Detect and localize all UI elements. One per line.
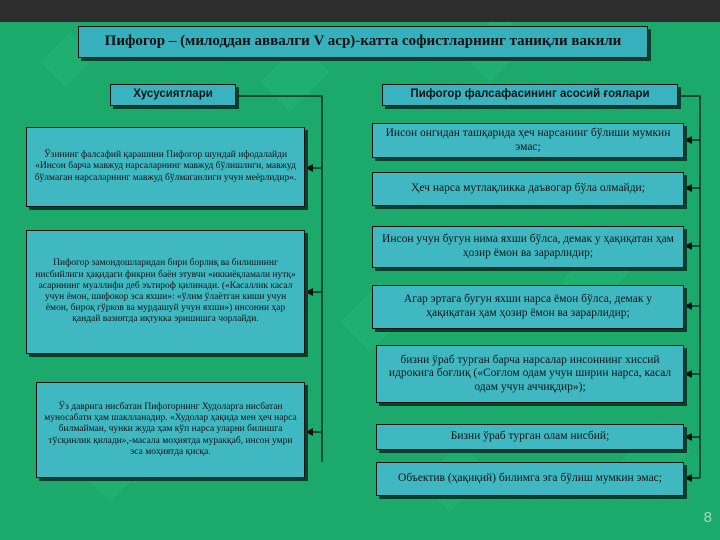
page-title: Пифогор – (милоддан аввалги V аср)-катта софистларнинг таниқли вакили	[78, 26, 648, 58]
right-item-5: бизни ўраб турган барча нарсалар инсоннинг хиссий идрокига боғлиқ («Соғлом одам учун ширин нарса, касал одам учун аччиқдир»);	[376, 345, 684, 403]
right-header: Пифогор фалсафасининг асосий ғоялари	[382, 84, 678, 106]
right-item-7: Объектив (ҳақиқий) билимга эга бўлиш мумкин эмас;	[376, 462, 684, 496]
right-item-2: Ҳеч нарса мутлақликка даъвогар бўла олмайди;	[372, 172, 684, 206]
right-item-1: Инсон онгидан ташқарида ҳеч нарсанинг бўлиши мумкин эмас;	[372, 123, 684, 158]
page-number: 8	[703, 509, 712, 526]
left-item-3: Ўз даврига нисбатан Пифогорнинг Худоларга нисбатан муносабати ҳам шаклланадир. «Худолар ҳақида мен ҳеч нарса билмайман, чунки жуда ҳам кўп нарса уларни билишга тўсқинлик қилади»,-масала моҳиятда муракқаб, инсон умри эса моҳиятда қисқа.	[36, 382, 305, 478]
left-item-1: Ўзининг фалсафий қарашини Пифогор шундай ифодалайди «Инсон барча мавжуд нарсаларнинг мавжуд бўлишлиги, мавжуд бўлмаган нарсаларнинг мавжуд бўлмаганлиги учун меёрлидир».	[26, 127, 305, 207]
right-item-6: Бизни ўраб турган олам нисбий;	[376, 424, 684, 450]
left-item-2: Пифогор замондошларидан бири борлиқ ва билишнинг нисбийлиги ҳақидаги фикрни баён этувчи «иккиёқламали нутқ» асарининг муаллифи деб эътироф қилинади. («Касаллик касал учун ёмон, шифокор эса яхши»: «ўлим ўлаётган киши учун ёмон, бироқ гўрков ва мурдашуй учун яхши») инсонни ҳар қандай вазиятда иқтукка эришишга чорлайди.	[26, 230, 305, 354]
right-item-4: Агар эртага бугун яхши нарса ёмон бўлса, демак у ҳақиқатан ҳам ҳозир ёмон ва зарарлидир;	[372, 285, 684, 329]
left-header: Хусусиятлари	[110, 84, 236, 106]
right-item-3: Инсон учун бугун нима яхши бўлса, демак у ҳақиқатан ҳам ҳозир ёмон ва зарарлидир;	[372, 226, 684, 268]
